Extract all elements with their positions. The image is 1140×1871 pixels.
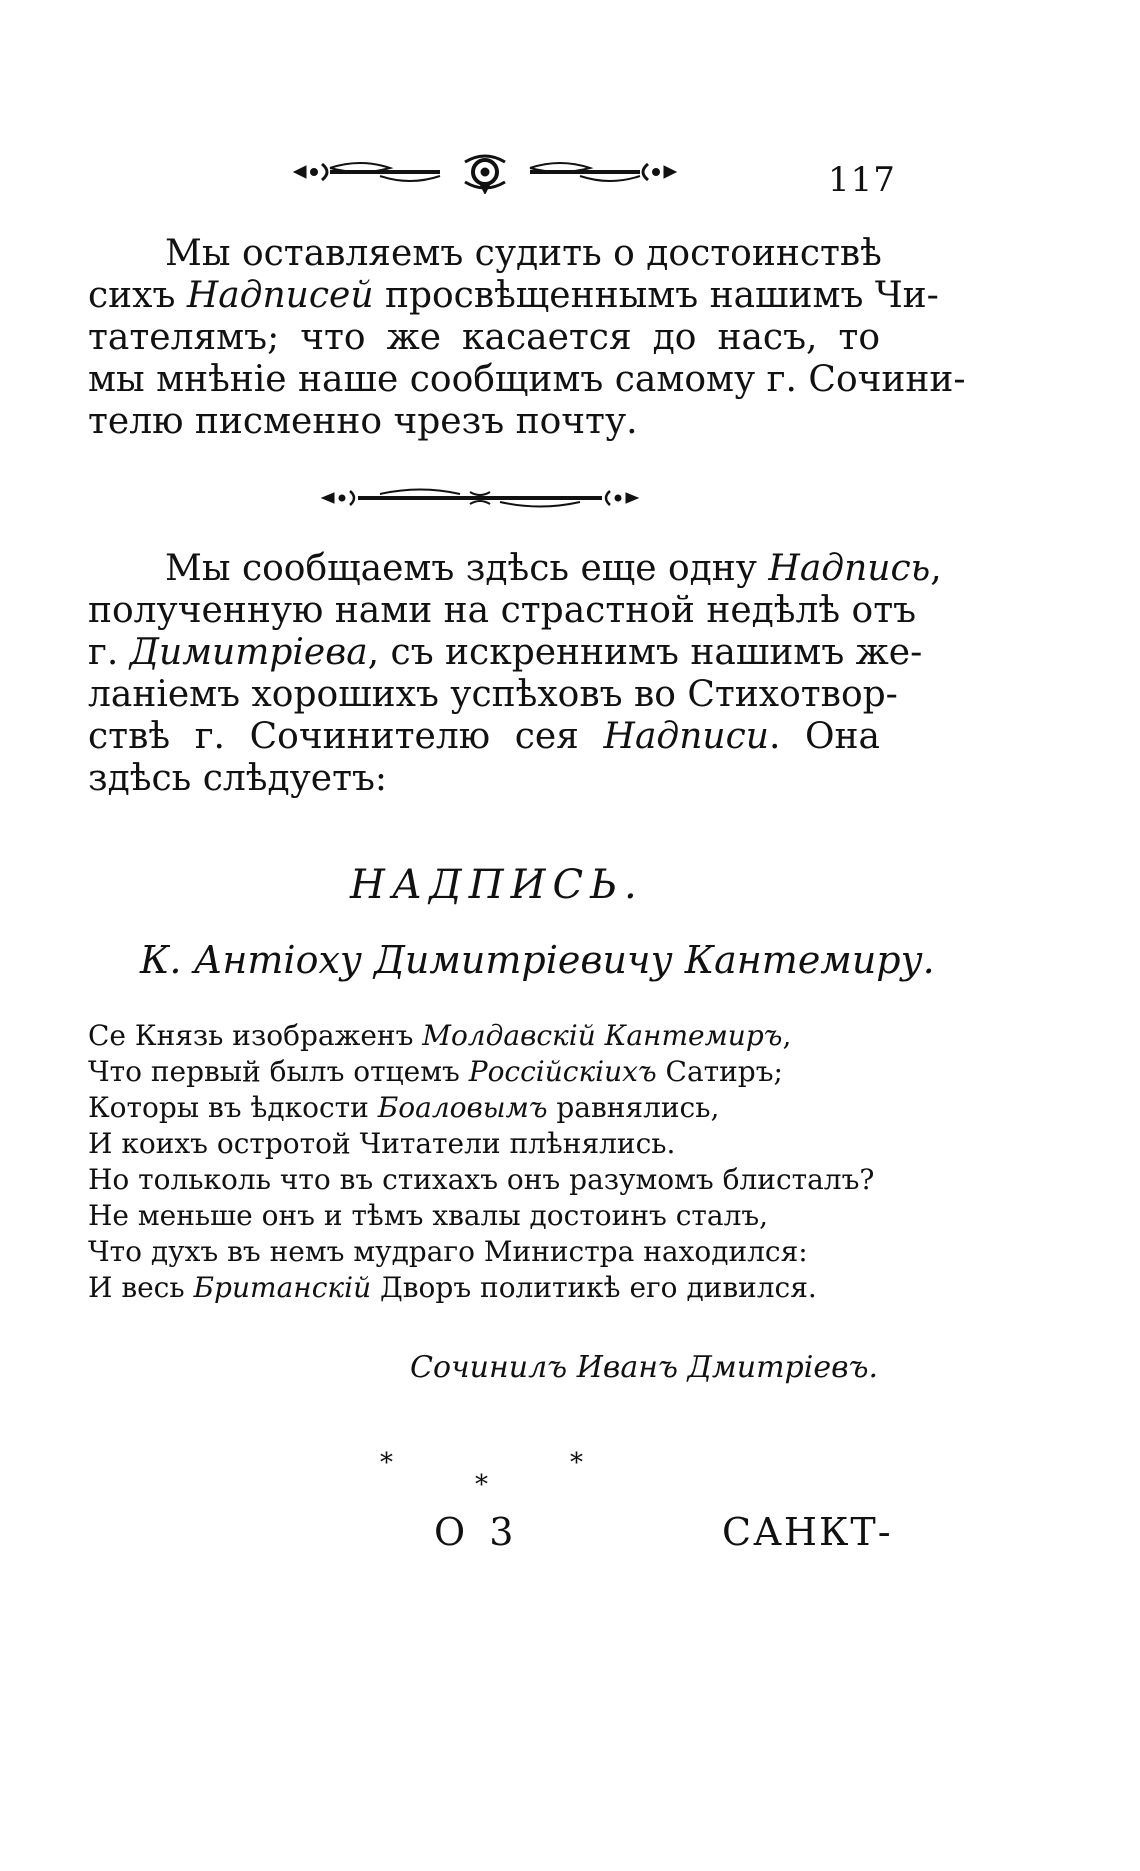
verse-line: И весь Британскій Дворъ политикѣ его дивился. — [88, 1271, 817, 1304]
asterism-star: * — [380, 1448, 393, 1478]
paragraph-line: здѣсь слѣдуетъ: — [88, 758, 388, 799]
paragraph-line: мы мнѣніе наше сообщимъ самому г. Сочини- — [88, 359, 966, 400]
printer-signature-mark: О 3 — [434, 1510, 520, 1554]
paragraph-line: г. Димитріева, съ искреннимъ нашимъ же- — [88, 632, 923, 673]
paragraph-line: ланіемъ хорошихъ успѣховъ во Стихотвор- — [88, 674, 898, 715]
catchword: САНКТ- — [722, 1510, 893, 1554]
paragraph-line: Мы сообщаемъ здѣсь еще одну Надпись, — [165, 548, 942, 589]
paragraph-line: полученную нами на страстной недѣлѣ отъ — [88, 590, 917, 631]
verse-line: Но тольколь что въ стихахъ онъ разумомъ блисталъ? — [88, 1163, 875, 1196]
verse-line: Не меньше онъ и тѣмъ хвалы достоинъ сталъ, — [88, 1199, 769, 1232]
verse-line: И коихъ остротой Читатели плѣнялись. — [88, 1127, 676, 1160]
inscriptions-term: Надписей — [186, 275, 374, 316]
paragraph-line: тателямъ; что же касается до насъ, то — [88, 317, 880, 358]
poem-dedication: К. Антіоху Димитріевичу Кантемиру. — [140, 938, 935, 982]
paragraph-line: Мы оставляемъ судить о достоинствѣ — [165, 233, 882, 274]
verse-line: Которы въ ѣдкости Боаловымъ равнялись, — [88, 1091, 720, 1124]
header-ornament — [290, 150, 680, 194]
inscription-term: Надпись — [768, 548, 931, 589]
poem-signature: Сочинилъ Иванъ Дмитріевъ. — [410, 1350, 879, 1385]
inscription-term: Надписи — [603, 716, 769, 757]
poem-title: НАДПИСЬ. — [350, 862, 644, 908]
author-name: Димитріева — [129, 632, 368, 673]
page-number: 117 — [828, 160, 896, 200]
verse-line: Что первый былъ отцемъ Россійскіихъ Сатиръ; — [88, 1055, 783, 1088]
paragraph-line: телю писменно чрезъ почту. — [88, 401, 638, 442]
paragraph-line: ствѣ г. Сочинителю сея Надписи. Она — [88, 716, 881, 757]
verse-line: Что духъ въ немъ мудраго Министра находился: — [88, 1235, 808, 1268]
paragraph-line: сихъ Надписей просвѣщеннымъ нашимъ Чи- — [88, 275, 939, 316]
asterism-star: * — [475, 1470, 488, 1500]
asterism-star: * — [570, 1448, 583, 1478]
verse-line: Се Князь изображенъ Молдавскій Кантемиръ, — [88, 1019, 792, 1052]
section-divider-ornament — [320, 485, 640, 511]
